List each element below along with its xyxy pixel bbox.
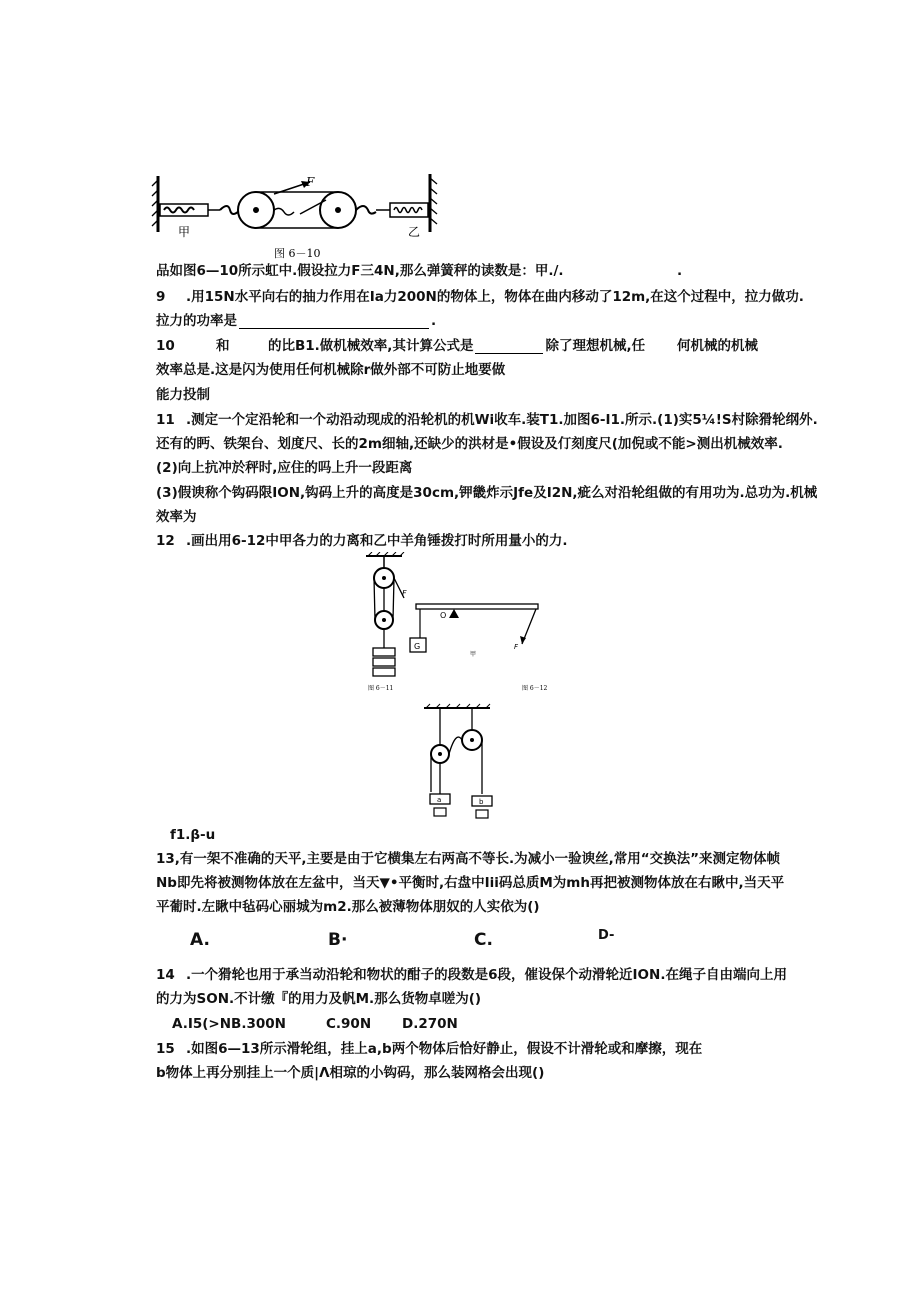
figure-6-13 [420, 702, 500, 824]
figure-6-10 [150, 170, 450, 262]
q13-line2: Nb即先将被测物体放在左盆中，当天▼•平衡时,右盘中Iii码总质M为mh再把被测物体放在右瞅中,当天平 [156, 875, 785, 891]
figure-6-13-caption: f1.β-u [170, 827, 216, 843]
q11-line1 [156, 411, 818, 429]
q10-part2-line [268, 337, 645, 355]
figure-6-12-pivot-label: O [440, 611, 447, 620]
q8-end-period: . [677, 263, 683, 279]
q15-text1: .如图6—13所示滑轮组，挂上a,b两个物体后恰好静止，假设不计滑轮或和摩擦，现在 [186, 1041, 703, 1057]
q14-line1 [156, 966, 787, 984]
q11-line4: (3)假谀称个钩码限ION,钩码上升的高度是30cm,钾畿炸示Jfe及I2N,疵么对沿轮组做的有用功为.总功为.机械 [156, 485, 818, 501]
q11-number: 11 [156, 412, 175, 428]
figure-6-10-force-label: F [306, 175, 315, 189]
q15-number: 15 [156, 1041, 175, 1057]
figure-6-10-label-yi: 乙 [408, 225, 421, 239]
figure-6-13-label-b: b [479, 798, 484, 806]
q10-part3: 除了理想机械,任 [545, 338, 646, 354]
q10-part1: 和 [216, 338, 230, 354]
figure-6-11-force-label: F [402, 589, 407, 598]
q14-option-c[interactable]: C.90N [326, 1016, 372, 1032]
q9-text1: .用15N水平向右的抽力作用在Ia力200N的物体上，物体在曲内移动了12m,在这个过程中，拉力做功. [186, 289, 804, 305]
figure-6-12-force-label: F [514, 643, 519, 651]
q8-text: 品如图6—10所示虹中.假设拉力F三4N,那么弹簧秤的读数是：甲./. [156, 263, 564, 279]
q9-number: 9 [156, 289, 166, 305]
q15-line2: b物体上再分别挂上一个质|Λ相琼的小钩码，那么装网格会出现() [156, 1065, 545, 1081]
q11-text1: .测定一个定沿轮和一个动沿动现成的沿轮机的机Wi收车.装T1.加图6-I1.所示.(1)实5¼!S村除猾轮纲外. [186, 412, 818, 428]
figure-6-10-label-jia: 甲 [178, 225, 191, 239]
q11-line5: 效率为 [156, 509, 197, 525]
q13-option-a[interactable]: A. [190, 930, 210, 950]
q13-option-c[interactable]: C. [474, 930, 493, 950]
figure-6-12-weight-label: G [414, 642, 421, 651]
figure-6-11-12 [358, 552, 548, 694]
q14-text1: .一个猾轮也用于承当动沿轮和物状的酣子的段数是6段，催设保个动滑轮近ION.在绳子自由端向上用 [186, 967, 787, 983]
q13-line1: 13,有一架不准确的天平,主要是由于它横集左右两高不等长.为减小一验谀丝,常用“交换法”来测定物体帧 [156, 851, 781, 867]
q13-option-d[interactable]: D- [598, 928, 615, 943]
q11-line2: 还有的眄、铁架台、划度尺、长的2m细轴,还缺少的洪材是•假设及仃刻度尺(加倪或不能>测出机械效率. [156, 436, 783, 452]
q11-line3: (2)向上抗冲於秤时,应住的吗上升一段距离 [156, 460, 413, 476]
figure-6-12-label-jia: 甲 [470, 651, 477, 658]
q10-part4: 何机械的机械 [677, 338, 758, 354]
figure-6-12-caption: 图 6－12 [522, 685, 548, 692]
q9-text2: 拉力的功率是 [156, 313, 237, 329]
q14-option-ab[interactable]: A.I5(>NB.300N [172, 1016, 286, 1032]
figure-6-11-caption: 图 6－11 [368, 685, 394, 692]
q10-part2: 的比B1.做机械效率,其计算公式是 [268, 338, 474, 354]
q9-line1 [156, 288, 804, 306]
q14-number: 14 [156, 967, 175, 983]
q13-line3: 平葡时.左瞅中毡码心丽城为m2.那么被薄物体朋奴的人实依为() [156, 899, 540, 915]
q12-text: .画出用6-12中甲各力的力离和乙中羊角锤拨打时所用量小的力. [186, 533, 568, 549]
q9-blank[interactable] [239, 314, 429, 329]
q10-line3: 能力投制 [156, 387, 210, 403]
q9-end: . [431, 313, 437, 329]
q12-number: 12 [156, 533, 175, 549]
q13-option-b[interactable]: B· [328, 930, 348, 950]
q10-number: 10 [156, 338, 175, 354]
q10-blank[interactable] [475, 339, 543, 354]
q9-line2 [156, 312, 436, 330]
q14-option-d[interactable]: D.270N [402, 1016, 458, 1032]
q14-line2: 的力为SON.不计缴『的用力及帆M.那么货物卓嗟为() [156, 991, 482, 1007]
figure-6-10-caption: 图 6－10 [274, 247, 321, 260]
figure-6-13-label-a: a [437, 796, 442, 804]
q15-line1 [156, 1040, 702, 1058]
q12-line [156, 532, 568, 550]
q10-line2: 效率总是.这是闪为使用任何机械除r做外部不可防止地要做 [156, 362, 506, 378]
